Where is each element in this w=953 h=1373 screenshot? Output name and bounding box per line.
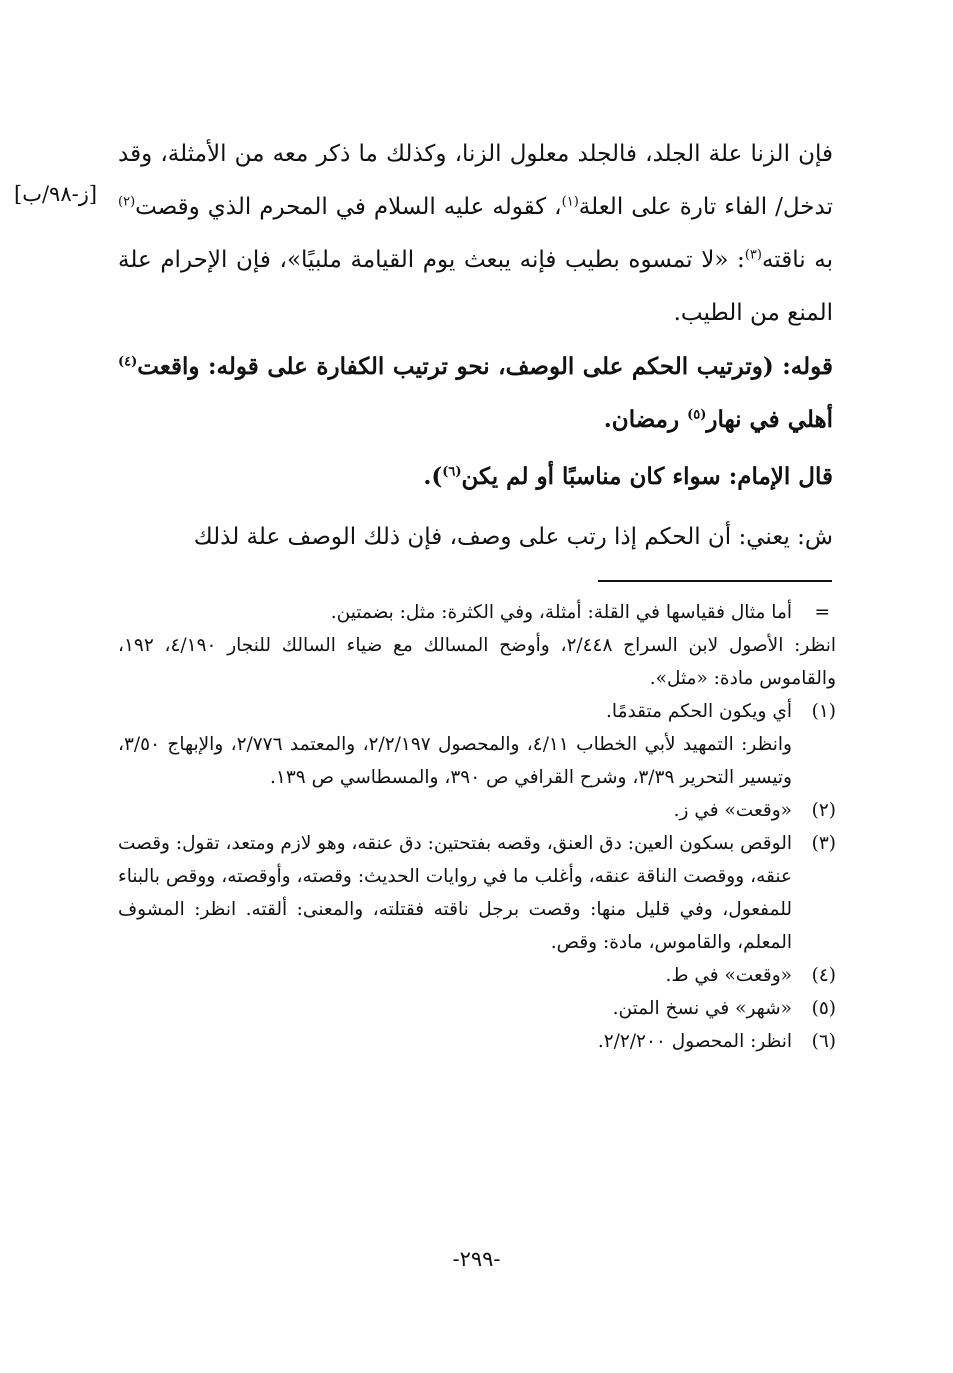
footnote-ref-3[interactable]: (٣) (744, 247, 762, 263)
footnote-2: (٢) «وقعت» في ز. (673, 800, 836, 821)
page-number: -٢٩٩- (452, 1247, 501, 1271)
continuation-mark: = (814, 602, 830, 623)
footnote-divider (598, 580, 832, 582)
footnote-ref-4[interactable]: (٤) (118, 354, 138, 370)
footnote-ref-2[interactable]: (٢) (118, 194, 136, 210)
manuscript-folio-reference: [ز-٩٨/ب] (14, 182, 98, 206)
footnote-5: (٥) «شهر» في نسخ المتن. (612, 998, 836, 1019)
footnote-1-refs: وانظر: التمهيد لأبي الخطاب ٤/١١، والمحصول ٢/٢/١٩٧، والمعتمد ٢/٧٧٦، والإبهاج ٣/٥٠، وتيسير التحرير ٣/٣٩، وشرح القرافي ص ٣٩٠، والمسطاسي ص ١٣٩. (118, 734, 792, 788)
matn-quote: قوله: (وترتيب الحكم على الوصف، نحو ترتيب الكفارة على قوله: واقعت$^{(٤)}$ أهلي في نهار$^{(٥)}$ رمضان. (118, 353, 833, 433)
footnote-continuation-refs: انظر: الأصول لابن السراج ٢/٤٤٨، وأوضح المسالك مع ضياء السالك للنجار ٤/١٩٠، ١٩٢، والقاموس مادة: «مثل». (118, 635, 836, 689)
imam-quote: قال الإمام: سواء كان مناسبًا أو لم يكن$^{(٦)}$). (423, 463, 833, 490)
footnote-4: (٤) «وقعت» في ط. (665, 965, 836, 986)
footnote-1: (١) أي ويكون الحكم متقدمًا. (606, 701, 836, 722)
footnote-3: (٣) الوقص بسكون العين: دق العنق، وقصه بفتحتين: دق عنقه، وهو لازم ومتعد، تقول: وقصت عنقه، ووقصت الناقة عنقه، وأغلب ما في روايات الحديث: وقصته، وأوقصته، ووقص بالبناء للمفعول، وفي قليل منها: وقصت برجل ناقته فقتلته، والمعنى: ألقته. انظر: المشوف المعلم، والقاموس، مادة: وقص. (118, 833, 836, 953)
footnote-6: (٦) انظر: المحصول ٢/٢/٢٠٠. (597, 1031, 836, 1052)
paragraph-1: فإن الزنا علة الجلد، فالجلد معلول الزنا، وكذلك ما ذكر معه من الأمثلة، وقد تدخل/ الفاء تارة على العلة$^{(١)}$، كقوله عليه السلام في المحرم الذي وقصت$^{(٢)}$ به ناقته$^{(٣)}$: «لا تمسوه بطيب فإنه يبعث يوم القيامة ملبيًا»، فإن الإحرام علة المنع من الطيب. (118, 141, 834, 326)
footnote-continuation: = أما مثال فقياسها في القلة: أمثلة، وفي الكثرة: مثل: بضمتين. (118, 596, 836, 629)
footnote-ref-5[interactable]: (٥) (687, 407, 707, 423)
main-text (118, 128, 833, 564)
footnote-ref-1[interactable]: (١) (561, 194, 579, 210)
footnotes (118, 596, 836, 1058)
sharh-paragraph: ش: يعني: أن الحكم إذا رتب على وصف، فإن ذلك الوصف علة لذلك (193, 524, 833, 550)
footnote-ref-6[interactable]: (٦) (442, 464, 462, 480)
